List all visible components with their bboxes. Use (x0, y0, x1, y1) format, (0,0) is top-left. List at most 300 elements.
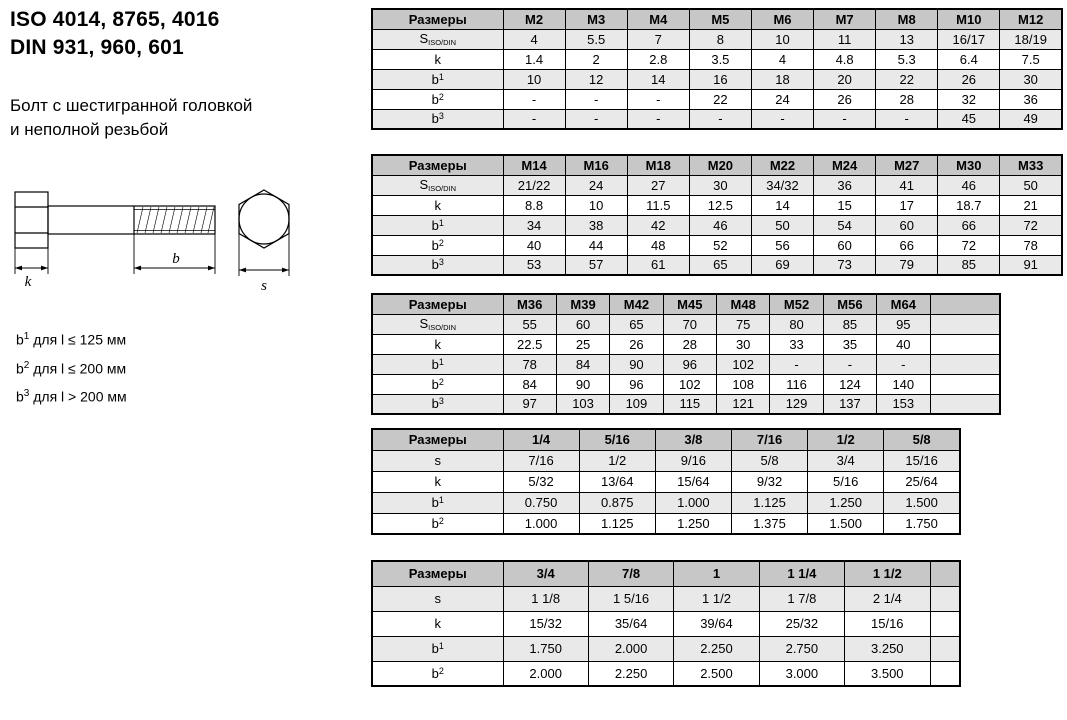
column-header: 1 (674, 561, 759, 586)
row-label: $b^3$ (372, 394, 503, 414)
column-header: Размеры (372, 9, 503, 29)
table-cell (930, 611, 960, 636)
table-cell: 140 (877, 374, 930, 394)
table-cell: 40 (503, 235, 565, 255)
table-cell: 102 (717, 354, 770, 374)
table-row (372, 235, 1062, 255)
table-cell: 5/32 (503, 471, 579, 492)
table-cell: 10 (565, 195, 627, 215)
table-cell: 2.000 (588, 636, 673, 661)
column-header: M52 (770, 294, 823, 314)
table-cell: 1.250 (808, 492, 884, 513)
table-cell: 65 (610, 314, 663, 334)
row-label: $S_{ISO/DIN}$ (372, 29, 503, 49)
table-cell: 33 (770, 334, 823, 354)
table-cell: 25 (556, 334, 609, 354)
row-label: $b^2$ (372, 89, 503, 109)
table-cell: 6.4 (938, 49, 1000, 69)
header-row (372, 429, 960, 450)
table-cell: 1.125 (579, 513, 655, 534)
table-cell: 1.750 (884, 513, 960, 534)
table-cell: - (814, 109, 876, 129)
column-header: M42 (610, 294, 663, 314)
table-cell: 9/16 (655, 450, 731, 471)
table-cell: 108 (717, 374, 770, 394)
table-cell: 60 (814, 235, 876, 255)
table-cell: 22 (876, 69, 938, 89)
column-header: 7/16 (731, 429, 807, 450)
table-cell: 38 (565, 215, 627, 235)
column-header: 3/4 (503, 561, 588, 586)
table-cell: 24 (751, 89, 813, 109)
column-header: M56 (823, 294, 876, 314)
column-header: M39 (556, 294, 609, 314)
table-row (372, 109, 1062, 129)
table-cell: 45 (938, 109, 1000, 129)
column-header: M4 (627, 9, 689, 29)
product-description (10, 94, 252, 142)
table-cell: 1.375 (731, 513, 807, 534)
table-cell: 70 (663, 314, 716, 334)
table-cell: 30 (689, 175, 751, 195)
table-cell: - (565, 89, 627, 109)
table-cell: 49 (1000, 109, 1062, 129)
table-cell: 84 (503, 374, 556, 394)
column-header: 1 1/2 (845, 561, 930, 586)
table-cell: 1.500 (808, 513, 884, 534)
table-cell: 7 (627, 29, 689, 49)
table-cell: 60 (556, 314, 609, 334)
row-label: k (372, 334, 503, 354)
column-header: M18 (627, 155, 689, 175)
table-cell: 54 (814, 215, 876, 235)
row-label: $S_{ISO/DIN}$ (372, 314, 503, 334)
notes-list (16, 324, 127, 410)
table-cell: - (627, 109, 689, 129)
row-label: $b^1$ (372, 354, 503, 374)
table-cell: - (823, 354, 876, 374)
column-header: Размеры (372, 294, 503, 314)
column-header: Размеры (372, 429, 503, 450)
table-cell (930, 314, 1000, 334)
table-cell: 3.250 (845, 636, 930, 661)
header-row (372, 294, 1000, 314)
table-cell: 5.5 (565, 29, 627, 49)
table-cell: 21/22 (503, 175, 565, 195)
table-cell: - (770, 354, 823, 374)
column-header: 1 1/4 (759, 561, 844, 586)
table-cell: 75 (717, 314, 770, 334)
standards-title (10, 6, 220, 62)
row-label: k (372, 195, 503, 215)
table-cell: 3/4 (808, 450, 884, 471)
table-cell: 80 (770, 314, 823, 334)
row-label: $b^2$ (372, 235, 503, 255)
row-label: k (372, 471, 503, 492)
table-row (372, 255, 1062, 275)
column-header: M22 (751, 155, 813, 175)
table-cell: 90 (556, 374, 609, 394)
table-cell: 20 (814, 69, 876, 89)
table-row (372, 29, 1062, 49)
table-row (372, 492, 960, 513)
column-header: M64 (877, 294, 930, 314)
row-label: $b^2$ (372, 513, 503, 534)
dimension-table-1 (371, 8, 1063, 130)
table-cell: 53 (503, 255, 565, 275)
table-cell: 34/32 (751, 175, 813, 195)
row-label: $S_{ISO/DIN}$ (372, 175, 503, 195)
column-header: M36 (503, 294, 556, 314)
table-cell (930, 394, 1000, 414)
table-cell: 25/32 (759, 611, 844, 636)
table-row (372, 69, 1062, 89)
table-cell: 35/64 (588, 611, 673, 636)
row-label: s (372, 450, 503, 471)
table-row (372, 89, 1062, 109)
table-row (372, 374, 1000, 394)
row-label: $b^1$ (372, 636, 503, 661)
table-cell: 116 (770, 374, 823, 394)
row-label: s (372, 586, 503, 611)
table-cell: 1 7/8 (759, 586, 844, 611)
table-row (372, 354, 1000, 374)
table-cell: 1.000 (655, 492, 731, 513)
bolt-technical-drawing (10, 186, 322, 298)
dimension-s-label: s (261, 278, 267, 294)
row-label: $b^3$ (372, 109, 503, 129)
table-cell: 4 (503, 29, 565, 49)
table-cell: 129 (770, 394, 823, 414)
table-cell: 21 (1000, 195, 1062, 215)
table-cell: 44 (565, 235, 627, 255)
table-cell: 0.875 (579, 492, 655, 513)
column-header: 5/16 (579, 429, 655, 450)
table-cell: 18 (751, 69, 813, 89)
table-cell: 12 (565, 69, 627, 89)
table-cell: 15/16 (884, 450, 960, 471)
table-cell: - (565, 109, 627, 129)
table-cell: 22.5 (503, 334, 556, 354)
tables-area (371, 8, 1063, 687)
table-cell: 1 1/2 (674, 586, 759, 611)
table-cell: 30 (1000, 69, 1062, 89)
header-row (372, 9, 1062, 29)
table-cell: 78 (503, 354, 556, 374)
dimension-table-3 (371, 293, 1001, 415)
table-cell: - (503, 109, 565, 129)
table-cell: 2.000 (503, 661, 588, 686)
table-row (372, 314, 1000, 334)
column-header: M6 (751, 9, 813, 29)
table-cell: - (503, 89, 565, 109)
table-row (372, 471, 960, 492)
bolt-head (15, 192, 48, 248)
table-cell: 50 (1000, 175, 1062, 195)
table-cell: 2 1/4 (845, 586, 930, 611)
table-cell: 3.500 (845, 661, 930, 686)
table-cell: 15/64 (655, 471, 731, 492)
table-cell: 2.8 (627, 49, 689, 69)
table-cell: 46 (689, 215, 751, 235)
row-label: $b^1$ (372, 69, 503, 89)
table-cell: 79 (876, 255, 938, 275)
table-cell: 27 (627, 175, 689, 195)
table-cell: 30 (717, 334, 770, 354)
description-line-2: и неполной резьбой (10, 120, 169, 139)
table-row (372, 175, 1062, 195)
column-header: M2 (503, 9, 565, 29)
table-cell: 69 (751, 255, 813, 275)
table-cell: 22 (689, 89, 751, 109)
table-cell: 11 (814, 29, 876, 49)
table-cell: 12.5 (689, 195, 751, 215)
column-header: M16 (565, 155, 627, 175)
table-cell: 4.8 (814, 49, 876, 69)
table-cell: 26 (938, 69, 1000, 89)
table-cell: 124 (823, 374, 876, 394)
table-cell: 102 (663, 374, 716, 394)
header-row (372, 155, 1062, 175)
table-cell (930, 334, 1000, 354)
column-header: M20 (689, 155, 751, 175)
table-cell: 8 (689, 29, 751, 49)
column-header: 1/4 (503, 429, 579, 450)
table-cell: 50 (751, 215, 813, 235)
table-row (372, 611, 960, 636)
table-cell: 32 (938, 89, 1000, 109)
table-cell: - (689, 109, 751, 129)
row-label: $b^3$ (372, 255, 503, 275)
column-header: M27 (876, 155, 938, 175)
table-row (372, 49, 1062, 69)
column-header: M3 (565, 9, 627, 29)
table-cell: 96 (663, 354, 716, 374)
table-row (372, 450, 960, 471)
table-cell: 46 (938, 175, 1000, 195)
info-panel (10, 6, 366, 714)
column-header (930, 294, 1000, 314)
column-header: M48 (717, 294, 770, 314)
table-cell: 16/17 (938, 29, 1000, 49)
table-cell (930, 586, 960, 611)
column-header: M7 (814, 9, 876, 29)
table-cell: 35 (823, 334, 876, 354)
table-cell: 66 (938, 215, 1000, 235)
table-cell: 56 (751, 235, 813, 255)
table-cell: 78 (1000, 235, 1062, 255)
table-cell: 73 (814, 255, 876, 275)
table-cell: - (877, 354, 930, 374)
table-cell: 0.750 (503, 492, 579, 513)
table-cell: 17 (876, 195, 938, 215)
table-cell: 5.3 (876, 49, 938, 69)
table-row (372, 334, 1000, 354)
row-label: $b^1$ (372, 492, 503, 513)
table-cell: 18.7 (938, 195, 1000, 215)
table-cell: 36 (814, 175, 876, 195)
table-cell: 15/16 (845, 611, 930, 636)
table-cell: 65 (689, 255, 751, 275)
column-header: M33 (1000, 155, 1062, 175)
table-cell: 16 (689, 69, 751, 89)
table-cell: 85 (823, 314, 876, 334)
table-cell: 5/16 (808, 471, 884, 492)
dimension-k-label: k (24, 274, 32, 290)
table-cell: 3.5 (689, 49, 751, 69)
table-cell: 28 (876, 89, 938, 109)
table-cell: 137 (823, 394, 876, 414)
header-row (372, 561, 960, 586)
table-cell: 9/32 (731, 471, 807, 492)
table-cell (930, 374, 1000, 394)
dimension-table-2 (371, 154, 1063, 276)
table-cell: 1 1/8 (503, 586, 588, 611)
table-row (372, 195, 1062, 215)
table-cell: 1.250 (655, 513, 731, 534)
row-label: $b^2$ (372, 374, 503, 394)
table-cell: 24 (565, 175, 627, 195)
table-cell: 55 (503, 314, 556, 334)
table-cell: 115 (663, 394, 716, 414)
column-header: M24 (814, 155, 876, 175)
column-header: Размеры (372, 155, 503, 175)
table-row (372, 513, 960, 534)
table-cell (930, 636, 960, 661)
table-cell: 8.8 (503, 195, 565, 215)
table-cell: 42 (627, 215, 689, 235)
dimension-table-4 (371, 428, 961, 535)
row-label: k (372, 611, 503, 636)
table-cell: 3.000 (759, 661, 844, 686)
bolt-side-view (15, 192, 215, 248)
column-header: M12 (1000, 9, 1062, 29)
table-cell: 90 (610, 354, 663, 374)
column-header: M8 (876, 9, 938, 29)
table-row (372, 661, 960, 686)
column-header (930, 561, 960, 586)
table-row (372, 215, 1062, 235)
dimension-lines (15, 234, 215, 274)
table-cell: - (876, 109, 938, 129)
table-cell: 52 (689, 235, 751, 255)
table-cell: 48 (627, 235, 689, 255)
dimension-table-5 (371, 560, 961, 687)
table-cell: 26 (814, 89, 876, 109)
dimension-b-label: b (172, 251, 180, 267)
table-cell: 85 (938, 255, 1000, 275)
column-header: 5/8 (884, 429, 960, 450)
table-cell: 5/8 (731, 450, 807, 471)
table-cell: 1.125 (731, 492, 807, 513)
table-cell: 72 (1000, 215, 1062, 235)
table-cell: 13 (876, 29, 938, 49)
table-cell: 28 (663, 334, 716, 354)
description-line-1: Болт с шестигранной головкой (10, 96, 253, 115)
table-cell: 1.500 (884, 492, 960, 513)
table-cell: 7.5 (1000, 49, 1062, 69)
table-cell: 13/64 (579, 471, 655, 492)
column-header: M10 (938, 9, 1000, 29)
din-standards-line: DIN 931, 960, 601 (10, 36, 184, 59)
iso-standards-line: ISO 4014, 8765, 4016 (10, 8, 220, 31)
table-cell: 15/32 (503, 611, 588, 636)
table-cell: 97 (503, 394, 556, 414)
table-cell: 40 (877, 334, 930, 354)
column-header: 7/8 (588, 561, 673, 586)
hexagon-outline (239, 190, 289, 248)
table-cell (930, 354, 1000, 374)
table-cell: 1.4 (503, 49, 565, 69)
table-row (372, 394, 1000, 414)
column-header: 1/2 (808, 429, 884, 450)
row-label: $b^2$ (372, 661, 503, 686)
table-cell: 14 (627, 69, 689, 89)
s-dimension (239, 234, 289, 277)
table-cell: 109 (610, 394, 663, 414)
table-cell: 11.5 (627, 195, 689, 215)
table-cell: 121 (717, 394, 770, 414)
table-cell: 1.750 (503, 636, 588, 661)
table-cell: 26 (610, 334, 663, 354)
bolt-end-view (239, 190, 289, 248)
table-cell: 84 (556, 354, 609, 374)
table-cell: 103 (556, 394, 609, 414)
table-cell: 2.500 (674, 661, 759, 686)
table-cell: 96 (610, 374, 663, 394)
table-cell (930, 661, 960, 686)
table-cell: - (627, 89, 689, 109)
column-header: M45 (663, 294, 716, 314)
table-cell: 61 (627, 255, 689, 275)
inscribed-circle (239, 194, 289, 244)
row-label: $b^1$ (372, 215, 503, 235)
table-cell: 57 (565, 255, 627, 275)
table-row (372, 636, 960, 661)
table-cell: 4 (751, 49, 813, 69)
thread-length-note: $b^1$ для l ≤ 125 мм (16, 331, 127, 348)
thread-length-note: $b^2$ для l ≤ 200 мм (16, 359, 127, 377)
table-cell: 72 (938, 235, 1000, 255)
table-cell: 2.250 (588, 661, 673, 686)
column-header: M14 (503, 155, 565, 175)
table-cell: 10 (751, 29, 813, 49)
table-cell: 41 (876, 175, 938, 195)
column-header: M30 (938, 155, 1000, 175)
table-cell: 91 (1000, 255, 1062, 275)
table-cell: 25/64 (884, 471, 960, 492)
table-cell: 1.000 (503, 513, 579, 534)
table-cell: 36 (1000, 89, 1062, 109)
table-cell: 60 (876, 215, 938, 235)
table-cell: 7/16 (503, 450, 579, 471)
table-cell: 2.750 (759, 636, 844, 661)
table-cell: 18/19 (1000, 29, 1062, 49)
thread-length-note: $b^3$ для l > 200 мм (16, 388, 127, 405)
table-row (372, 586, 960, 611)
table-cell: 14 (751, 195, 813, 215)
table-cell: 153 (877, 394, 930, 414)
column-header: Размеры (372, 561, 503, 586)
table-cell: - (751, 109, 813, 129)
thread-hatching (137, 207, 214, 233)
table-cell: 2 (565, 49, 627, 69)
table-cell: 10 (503, 69, 565, 89)
table-cell: 66 (876, 235, 938, 255)
table-cell: 1/2 (579, 450, 655, 471)
row-label: k (372, 49, 503, 69)
bolt-shank (48, 206, 215, 234)
